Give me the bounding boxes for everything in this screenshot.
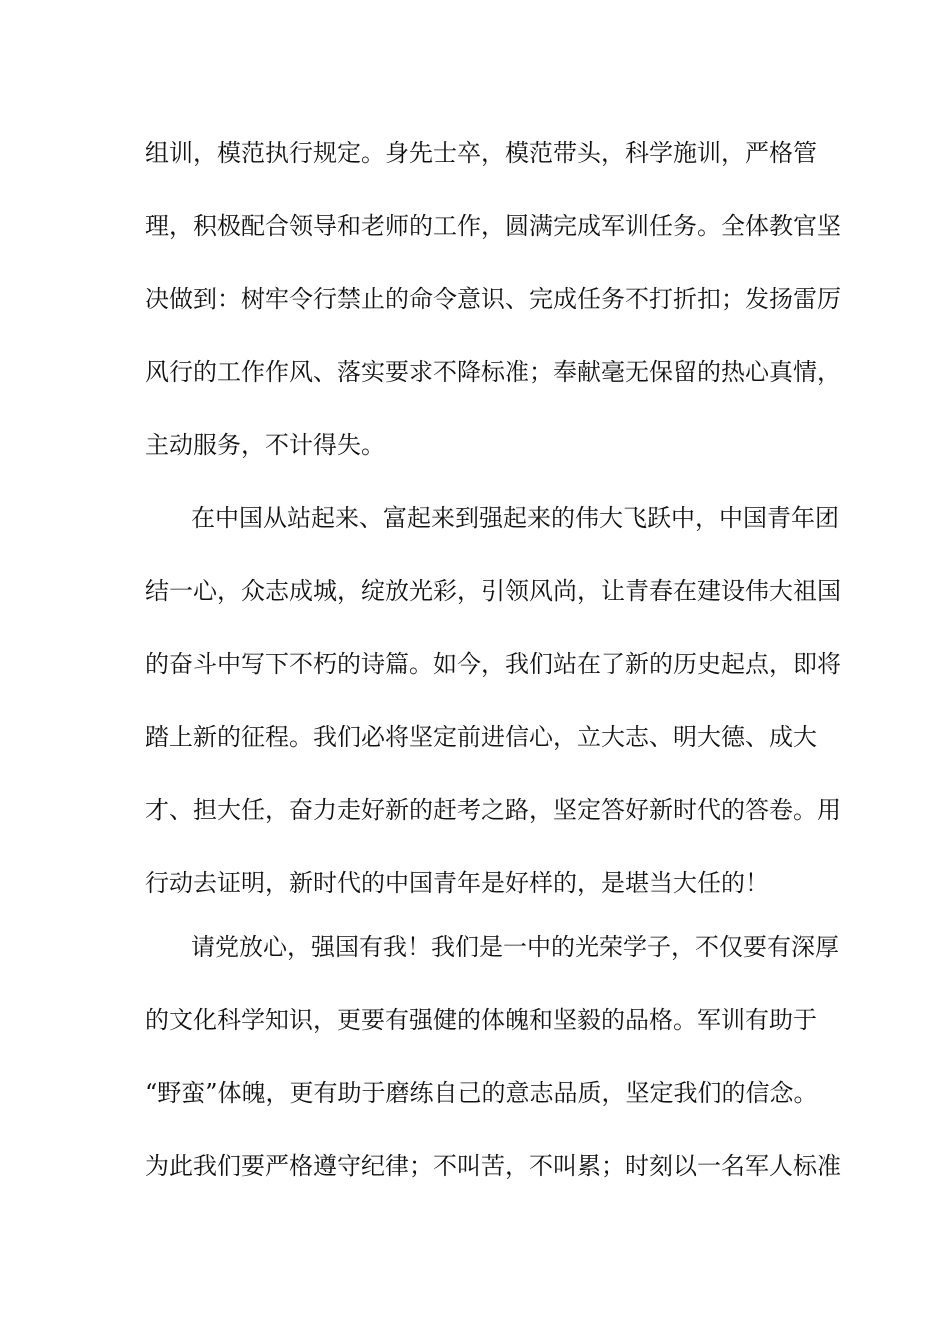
paragraph-first-line: 请党放心，强国有我！我们是一中的光荣学子，不仅要有深厚 [191,933,839,961]
paragraph-line: “野蛮”体魄，更有助于磨练自己的意志品质，坚定我们的信念。 [145,1079,818,1107]
paragraph-line: 的文化科学知识，更要有强健的体魄和坚毅的品格。军训有助于 [145,1006,817,1034]
paragraph-line: 决做到：树牢令行禁止的命令意识、完成任务不打折扣；发扬雷厉 [145,285,841,313]
paragraph-line: 行动去证明，新时代的中国青年是好样的，是堪当大任的！ [145,869,769,897]
paragraph-first-line: 在中国从站起来、富起来到强起来的伟大飞跃中，中国青年团 [191,504,839,532]
paragraph-line: 为此我们要严格遵守纪律；不叫苦，不叫累；时刻以一名军人标准 [145,1152,841,1180]
paragraph-line: 才、担大任，奋力走好新的赶考之路，坚定答好新时代的答卷。用 [145,796,841,824]
paragraph-line: 结一心，众志成城，绽放光彩，引领风尚，让青春在建设伟大祖国 [145,577,841,605]
paragraph-line: 主动服务，不计得失。 [145,431,385,459]
paragraph-line: 组训，模范执行规定。身先士卒，模范带头，科学施训，严格管 [145,139,817,167]
paragraph-line: 理，积极配合领导和老师的工作，圆满完成军训任务。全体教官坚 [145,212,841,240]
paragraph-line: 风行的工作作风、落实要求不降标准；奉献毫无保留的热心真情， [145,358,841,386]
paragraph-line: 踏上新的征程。我们必将坚定前进信心，立大志、明大德、成大 [145,723,817,751]
paragraph-line: 的奋斗中写下不朽的诗篇。如今，我们站在了新的历史起点，即将 [145,650,841,678]
